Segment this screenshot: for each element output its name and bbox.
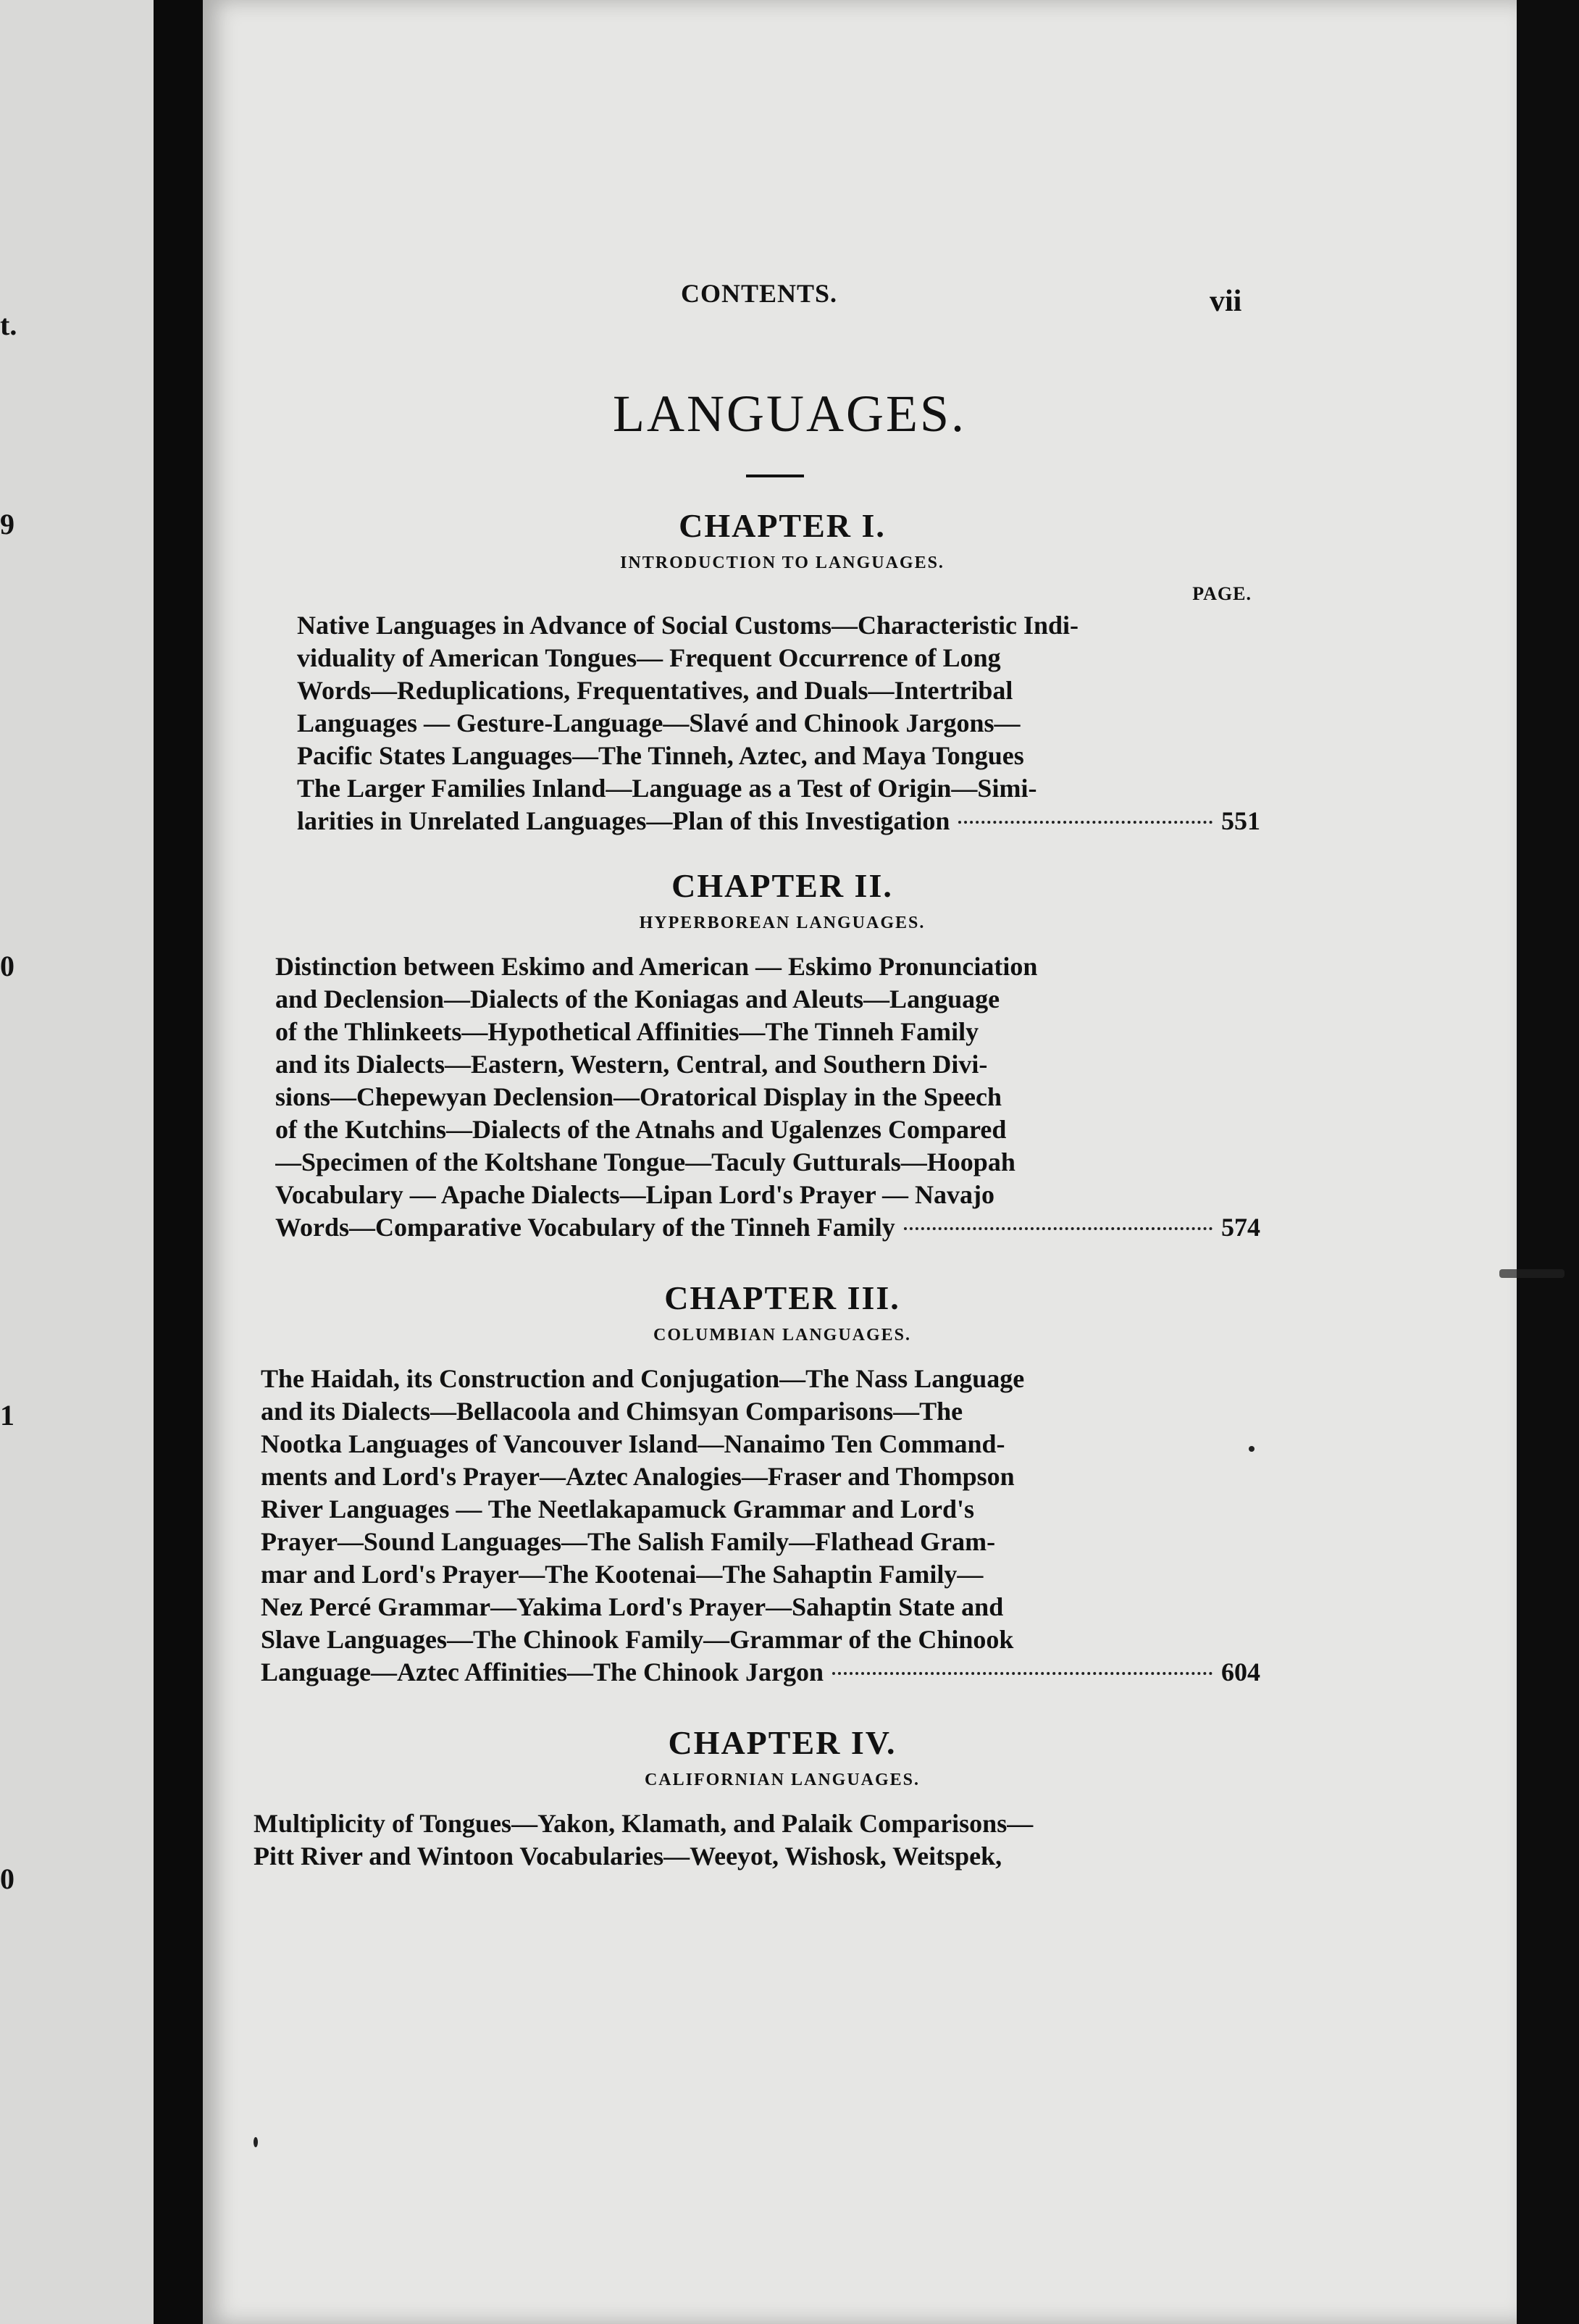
summary-line: The Larger Families Inland—Language as a Test of Origin—Simi- <box>297 774 1037 803</box>
chapter-page-number: 574 <box>1221 1213 1260 1242</box>
summary-line: Pacific States Languages—The Tinneh, Aztec, and Maya Tongues <box>297 741 1024 770</box>
running-header <box>246 261 1260 318</box>
chapter-3 <box>246 1279 1260 1689</box>
page-column-label: PAGE. <box>1192 583 1252 604</box>
summary-line: and Declension—Dialects of the Koniagas and Aleuts—Language <box>275 985 1000 1013</box>
summary-line: Native Languages in Advance of Social Customs—Characteristic Indi- <box>297 611 1079 640</box>
summary-last-line <box>297 805 1260 837</box>
chapter-title: CHAPTER I. <box>679 507 886 544</box>
summary-line: viduality of American Tongues— Frequent Occurrence of Long <box>297 643 1001 672</box>
margin-mark: t. <box>0 309 17 341</box>
summary-line: Language—Aztec Affinities—The Chinook Jargon <box>261 1658 824 1686</box>
summary-line: sions—Chepewyan Declension—Oratorical Display in the Speech <box>275 1082 1002 1111</box>
margin-mark: 0 <box>0 1863 14 1895</box>
title-rule <box>746 475 804 477</box>
section-title: LANGUAGES. <box>613 385 966 443</box>
summary-line: River Languages — The Neetlakapamuck Grammar and Lord's <box>261 1495 975 1523</box>
dot-leader <box>958 821 1212 824</box>
summary-last-line <box>261 1656 1260 1689</box>
chapter-subtitle: INTRODUCTION TO LANGUAGES. <box>620 553 945 572</box>
chapter-subtitle: CALIFORNIAN LANGUAGES. <box>644 1771 921 1789</box>
chapter-summary <box>246 1807 1260 1873</box>
chapter-title: CHAPTER IV. <box>668 1724 897 1761</box>
page-speck <box>1499 1269 1565 1278</box>
summary-line: ments and Lord's Prayer—Aztec Analogies—Fraser and Thompson <box>261 1462 1015 1491</box>
page-speck <box>254 2137 258 2147</box>
summary-line: Nez Percé Grammar—Yakima Lord's Prayer—Sahaptin State and <box>261 1592 1004 1621</box>
chapter-summary <box>246 1363 1260 1689</box>
dot-leader <box>832 1672 1212 1675</box>
scanner-edge <box>1517 0 1579 2324</box>
summary-line: of the Thlinkeets—Hypothetical Affinities—The Tinneh Family <box>275 1017 979 1046</box>
summary-line: Words—Reduplications, Frequentatives, and Duals—Intertribal <box>297 676 1013 705</box>
chapter-page-number: 551 <box>1221 806 1260 835</box>
facing-page-edge <box>0 0 154 2324</box>
summary-line: Slave Languages—The Chinook Family—Grammar of the Chinook <box>261 1625 1014 1654</box>
book-gutter <box>154 0 203 2324</box>
chapter-subtitle: COLUMBIAN LANGUAGES. <box>653 1326 912 1345</box>
summary-line: Multiplicity of Tongues—Yakon, Klamath, and Palaik Comparisons— <box>254 1809 1034 1838</box>
summary-line: Languages — Gesture-Language—Slavé and Chinook Jargons— <box>297 709 1021 737</box>
summary-line: mar and Lord's Prayer—The Kootenai—The Sahaptin Family— <box>261 1560 984 1589</box>
summary-line: larities in Unrelated Languages—Plan of this Investigation <box>297 806 950 835</box>
summary-line: Vocabulary — Apache Dialects—Lipan Lord's Prayer — Navajo <box>275 1180 995 1209</box>
summary-line: Nootka Languages of Vancouver Island—Nanaimo Ten Command- <box>261 1429 1005 1458</box>
chapter-2 <box>246 866 1260 1244</box>
summary-line: Prayer—Sound Languages—The Salish Family—Flathead Gram- <box>261 1527 996 1556</box>
summary-line: Pitt River and Wintoon Vocabularies—Weeyot, Wishosk, Weitspek, <box>254 1842 1002 1871</box>
chapter-page-number: 604 <box>1221 1658 1260 1686</box>
summary-line: —Specimen of the Koltshane Tongue—Taculy Gutturals—Hoopah <box>275 1148 1015 1176</box>
running-header-title: CONTENTS. <box>681 279 838 308</box>
chapter-subtitle: HYPERBOREAN LANGUAGES. <box>639 914 926 932</box>
chapter-summary <box>246 609 1260 837</box>
summary-last-line <box>275 1211 1260 1244</box>
dot-leader <box>904 1227 1212 1230</box>
summary-line: and its Dialects—Eastern, Western, Central, and Southern Divi- <box>275 1050 988 1079</box>
chapter-4 <box>246 1723 1260 1873</box>
contents-page <box>246 261 1260 1873</box>
chapter-title: CHAPTER III. <box>664 1279 900 1316</box>
summary-line: The Haidah, its Construction and Conjugation—The Nass Language <box>261 1364 1025 1393</box>
margin-mark: 0 <box>0 950 14 982</box>
margin-mark: 1 <box>0 1399 14 1431</box>
summary-line: of the Kutchins—Dialects of the Atnahs and Ugalenzes Compared <box>275 1115 1007 1144</box>
chapter-summary <box>246 950 1260 1244</box>
summary-line: and its Dialects—Bellacoola and Chimsyan Comparisons—The <box>261 1397 963 1426</box>
chapter-title: CHAPTER II. <box>671 867 893 904</box>
summary-line: Distinction between Eskimo and American — Eskimo Pronunciation <box>275 952 1038 981</box>
page-number: vii <box>1210 285 1242 318</box>
margin-mark: 9 <box>0 508 14 540</box>
summary-line: Words—Comparative Vocabulary of the Tinneh Family <box>275 1213 895 1242</box>
chapter-1 <box>246 506 1260 837</box>
facing-page-margin-marks <box>0 0 22 2324</box>
